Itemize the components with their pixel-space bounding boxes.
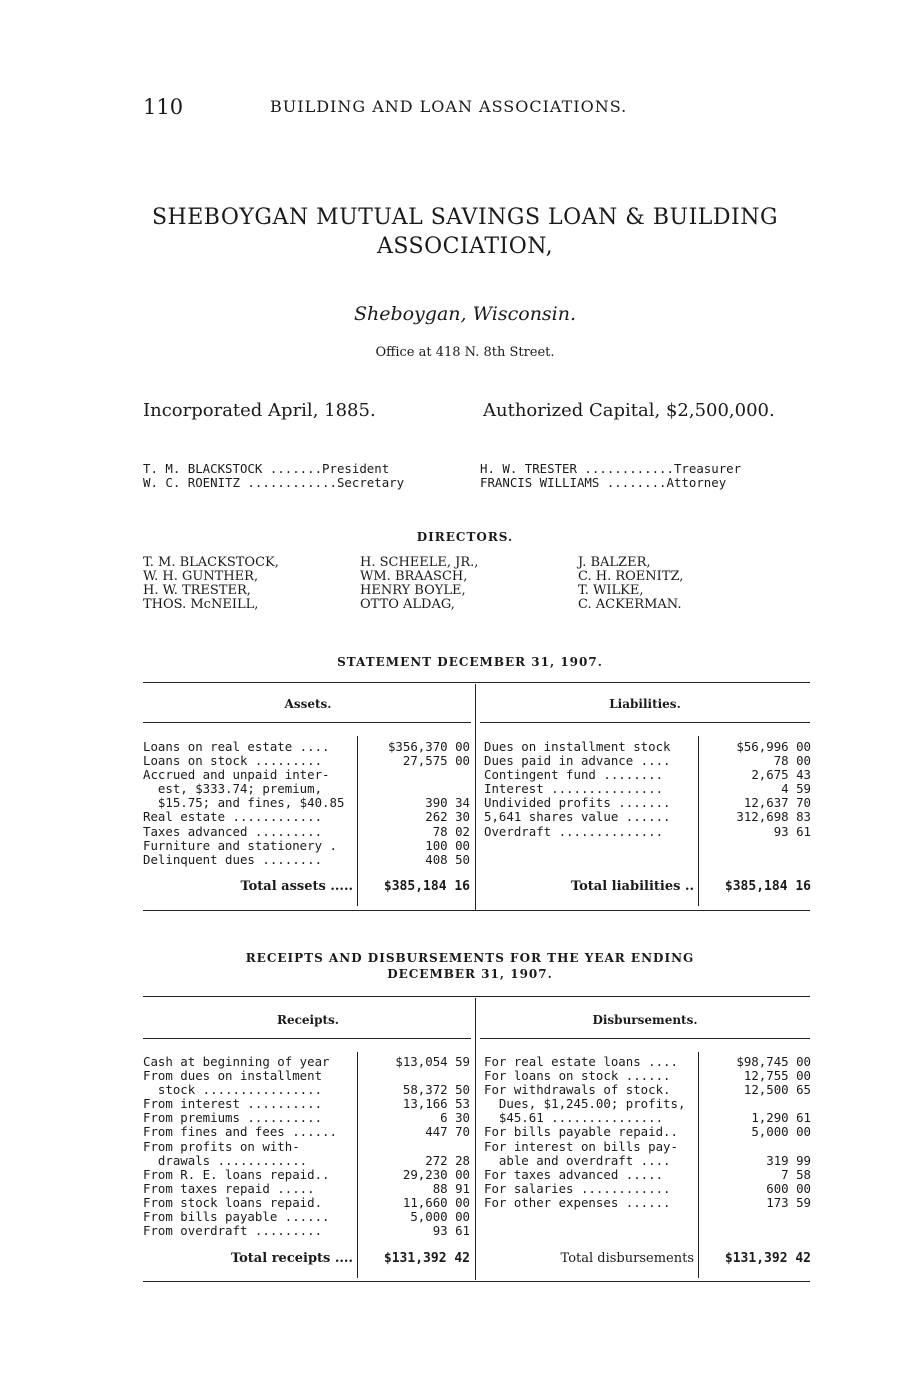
director-name: W. H. GUNTHER, xyxy=(143,569,259,584)
disbursement-amount xyxy=(700,1140,811,1154)
disbursements-column-header: Disbursements. xyxy=(592,1013,698,1027)
disbursement-label: For real estate loans .... xyxy=(484,1054,678,1069)
receipts-heading-line1: RECEIPTS AND DISBURSEMENTS FOR THE YEAR ENDING xyxy=(245,951,695,965)
disbursement-label: For interest on bills pay- xyxy=(484,1138,678,1154)
receipts-amounts xyxy=(360,1055,470,1238)
total-disbursements-label: Total disbursements xyxy=(560,1251,694,1266)
receipt-label: From stock loans repaid. xyxy=(143,1194,323,1210)
liabilities-column-header: Liabilities. xyxy=(609,697,681,711)
statement-bottom-rule xyxy=(143,910,810,911)
disbursement-label: For loans on stock ...... xyxy=(484,1068,671,1084)
authorized-capital: Authorized Capital, $2,500,000. xyxy=(483,400,775,421)
receipt-amount: 272 28 xyxy=(425,1152,470,1168)
liabilities-labels xyxy=(484,740,671,839)
receipt-label: From dues on installment xyxy=(143,1068,323,1084)
director-name: C. H. ROENITZ, xyxy=(578,569,684,584)
asset-amount: 390 34 xyxy=(425,795,470,811)
liability-amount: 12,637 70 xyxy=(743,795,811,811)
director-name: H. SCHEELE, JR., xyxy=(360,555,479,570)
directors-column-1 xyxy=(143,556,279,612)
liability-amount: 93 61 xyxy=(773,823,811,839)
receipt-label: From taxes repaid ..... xyxy=(143,1180,315,1196)
receipt-label: From profits on with- xyxy=(143,1138,300,1154)
director-name: T. WILKE, xyxy=(578,583,644,598)
receipt-amount: 6 30 xyxy=(440,1110,470,1126)
receipt-label: From bills payable ...... xyxy=(143,1209,330,1225)
liabilities-header-rule xyxy=(480,722,810,723)
liability-label: Contingent fund ........ xyxy=(484,767,664,783)
director-name: THOS. McNEILL, xyxy=(143,597,259,612)
receipt-amount: 58,372 50 xyxy=(402,1082,470,1098)
receipt-amount: 447 70 xyxy=(425,1124,470,1140)
receipts-labels xyxy=(143,1055,337,1238)
total-receipts-label: Total receipts .... xyxy=(230,1251,353,1266)
receipt-label: From interest .......... xyxy=(143,1096,323,1112)
directors-column-3 xyxy=(578,556,683,612)
disbursement-label: For bills payable repaid.. xyxy=(484,1124,678,1140)
liability-label: Dues paid in advance .... xyxy=(484,753,671,769)
receipts-bottom-rule xyxy=(143,1281,810,1282)
asset-amount xyxy=(360,782,470,796)
liability-amount: $56,996 00 xyxy=(736,739,811,754)
disbursement-amount: 1,290 61 xyxy=(751,1110,811,1126)
receipt-label: drawals ............ xyxy=(143,1152,308,1168)
receipt-label: From R. E. loans repaid.. xyxy=(143,1166,330,1182)
association-location: Sheboygan, Wisconsin. xyxy=(353,303,577,325)
director-name: H. W. TRESTER, xyxy=(143,583,251,598)
total-assets-label: Total assets ..... xyxy=(240,879,353,894)
disbursement-amount: 600 00 xyxy=(766,1180,811,1196)
disbursement-amount: 319 99 xyxy=(766,1152,811,1168)
asset-amount xyxy=(360,768,470,782)
total-liabilities-value: $385,184 16 xyxy=(724,879,811,894)
disbursement-amount xyxy=(700,1097,811,1111)
receipt-label: stock ................ xyxy=(143,1082,323,1098)
disbursement-label: For withdrawals of stock. xyxy=(484,1082,671,1098)
receipt-label: Cash at beginning of year xyxy=(143,1054,330,1069)
officer-secretary: W. C. ROENITZ ............Secretary xyxy=(143,475,405,490)
incorporated-date: Incorporated April, 1885. xyxy=(143,400,376,421)
liabilities-amount-divider xyxy=(698,736,699,906)
asset-amount: 100 00 xyxy=(425,837,470,853)
statement-center-divider xyxy=(475,684,476,910)
asset-amount: 78 02 xyxy=(432,823,470,839)
receipt-amount: 93 61 xyxy=(432,1223,470,1239)
total-liabilities-label: Total liabilities .. xyxy=(570,879,694,894)
receipt-amount: 5,000 00 xyxy=(410,1209,470,1225)
office-address: Office at 418 N. 8th Street. xyxy=(375,345,555,360)
asset-label: Real estate ............ xyxy=(143,809,323,825)
receipts-header-rule xyxy=(143,1038,471,1039)
receipt-label: From premiums .......... xyxy=(143,1110,323,1126)
liability-amount: 2,675 43 xyxy=(751,767,811,783)
disbursement-label: able and overdraft .... xyxy=(484,1152,671,1168)
assets-column-header: Assets. xyxy=(284,697,332,711)
receipts-amount-divider xyxy=(357,1052,358,1278)
disbursement-label: Dues, $1,245.00; profits, xyxy=(484,1096,686,1112)
asset-label: Accrued and unpaid inter- xyxy=(143,767,330,783)
total-receipts-value: $131,392 42 xyxy=(383,1251,470,1266)
disbursement-amount: 12,500 65 xyxy=(743,1082,811,1098)
disbursement-amount: $98,745 00 xyxy=(736,1054,811,1069)
receipt-amount xyxy=(360,1069,470,1083)
asset-label: Loans on real estate .... xyxy=(143,739,330,754)
director-name: WM. BRAASCH, xyxy=(360,569,468,584)
officer-treasurer: H. W. TRESTER ............Treasurer xyxy=(480,461,742,476)
officer-president: T. M. BLACKSTOCK .......President xyxy=(143,461,390,476)
director-name: T. M. BLACKSTOCK, xyxy=(143,555,279,570)
disbursements-amount-divider xyxy=(698,1052,699,1278)
receipt-amount: 29,230 00 xyxy=(402,1166,470,1182)
director-name: OTTO ALDAG, xyxy=(360,597,455,612)
liability-amount: 4 59 xyxy=(781,781,811,797)
director-name: J. BALZER, xyxy=(578,555,651,570)
asset-label: Taxes advanced ......... xyxy=(143,823,323,839)
asset-amount: 262 30 xyxy=(425,809,470,825)
disbursement-amount: 12,755 00 xyxy=(743,1068,811,1084)
receipts-heading-line2: DECEMBER 31, 1907. xyxy=(387,967,553,981)
director-name: HENRY BOYLE, xyxy=(360,583,466,598)
directors-column-2 xyxy=(360,556,478,612)
assets-header-rule xyxy=(143,722,471,723)
disbursements-amounts xyxy=(700,1055,811,1210)
asset-label: $15.75; and fines, $40.85 xyxy=(143,795,345,811)
receipts-center-divider xyxy=(475,998,476,1280)
running-title: BUILDING AND LOAN ASSOCIATIONS. xyxy=(270,97,628,116)
asset-amount: 408 50 xyxy=(425,851,470,867)
page-number: 110 xyxy=(143,95,184,119)
assets-amount-divider xyxy=(357,736,358,906)
asset-label: Delinquent dues ........ xyxy=(143,851,323,867)
liability-label: Overdraft .............. xyxy=(484,823,664,839)
statement-top-rule xyxy=(143,682,810,683)
disbursement-label: For taxes advanced ..... xyxy=(484,1166,664,1182)
receipt-label: From overdraft ......... xyxy=(143,1223,323,1239)
disbursements-header-rule xyxy=(480,1038,810,1039)
director-name: C. ACKERMAN. xyxy=(578,597,682,612)
receipts-column-header: Receipts. xyxy=(277,1013,339,1027)
total-disbursements-value: $131,392 42 xyxy=(724,1251,811,1266)
assets-labels xyxy=(143,740,344,867)
asset-amount: $356,370 00 xyxy=(387,739,470,754)
disbursement-label: For other expenses ...... xyxy=(484,1194,671,1210)
asset-label: Loans on stock ......... xyxy=(143,753,323,769)
asset-label: Furniture and stationery . xyxy=(143,837,337,853)
liability-amount: 312,698 83 xyxy=(736,809,811,825)
liability-amount: 78 00 xyxy=(773,753,811,769)
statement-heading: STATEMENT DECEMBER 31, 1907. xyxy=(337,655,603,669)
liability-label: Dues on installment stock xyxy=(484,739,671,754)
receipt-amount: $13,054 59 xyxy=(395,1054,470,1069)
liability-label: Interest ............... xyxy=(484,781,664,797)
disbursements-labels xyxy=(484,1055,685,1210)
disbursement-amount: 5,000 00 xyxy=(751,1124,811,1140)
directors-heading: DIRECTORS. xyxy=(416,530,514,544)
liabilities-amounts xyxy=(700,740,811,839)
disbursement-amount: 7 58 xyxy=(781,1166,811,1182)
assets-amounts xyxy=(360,740,470,867)
disbursement-label: $45.61 ............... xyxy=(484,1110,664,1126)
association-name-line1: SHEBOYGAN MUTUAL SAVINGS LOAN & BUILDING xyxy=(151,205,779,230)
association-name-line2: ASSOCIATION, xyxy=(376,234,554,259)
disbursement-amount: 173 59 xyxy=(766,1194,811,1210)
total-assets-value: $385,184 16 xyxy=(383,879,470,894)
receipt-amount: 88 91 xyxy=(432,1180,470,1196)
receipts-top-rule xyxy=(143,996,810,997)
receipt-amount: 11,660 00 xyxy=(402,1194,470,1210)
receipt-label: From fines and fees ...... xyxy=(143,1124,337,1140)
asset-label: est, $333.74; premium, xyxy=(143,781,323,797)
officer-attorney: FRANCIS WILLIAMS ........Attorney xyxy=(480,475,727,490)
receipt-amount: 13,166 53 xyxy=(402,1096,470,1112)
asset-amount: 27,575 00 xyxy=(402,753,470,769)
liability-label: 5,641 shares value ...... xyxy=(484,809,671,825)
disbursement-label: For salaries ............ xyxy=(484,1180,671,1196)
receipt-amount xyxy=(360,1140,470,1154)
liability-label: Undivided profits ....... xyxy=(484,795,671,811)
